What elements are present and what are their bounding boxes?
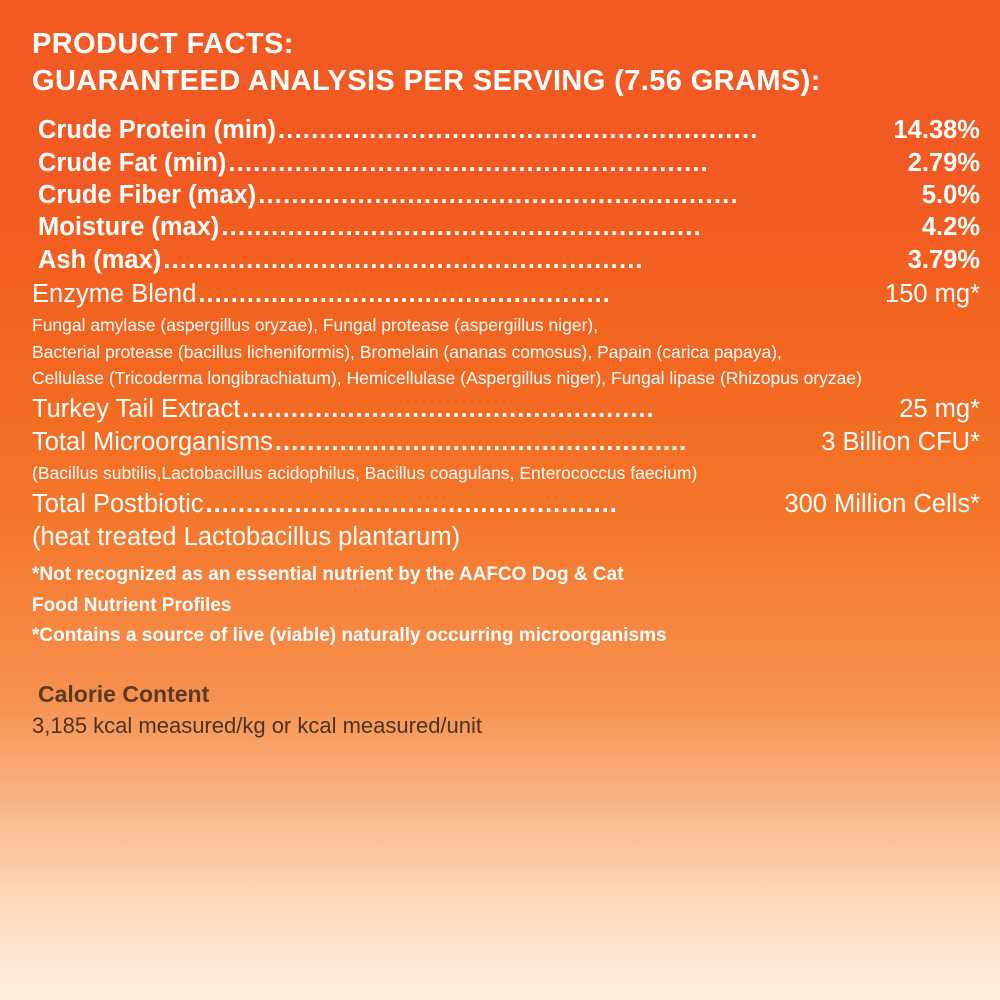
leader-dots: .......................................................... bbox=[228, 148, 709, 177]
footnote-line: Food Nutrient Profiles bbox=[32, 594, 232, 616]
product-facts-title: PRODUCT FACTS: bbox=[32, 28, 294, 60]
footnotes bbox=[32, 560, 980, 651]
leader-dots: .......................................................... bbox=[163, 245, 644, 274]
nutrient-value: 14.38% bbox=[893, 116, 980, 145]
ingredient-label: Total Postbiotic bbox=[32, 489, 204, 518]
ingredient-label: Total Microorganisms bbox=[32, 428, 273, 457]
ingredient-label: Enzyme Blend bbox=[32, 280, 197, 309]
nutrient-label: Crude Fiber (max) bbox=[38, 180, 257, 209]
guaranteed-analysis-title: GUARANTEED ANALYSIS PER SERVING (7.56 GRAMS): bbox=[32, 65, 821, 98]
nutrient-value: 4.2% bbox=[921, 213, 980, 242]
leader-dots: .......................................................... bbox=[221, 213, 702, 242]
ingredient-value: 25 mg* bbox=[899, 395, 980, 424]
table-row bbox=[38, 211, 980, 243]
ingredient-value: 3 Billion CFU* bbox=[821, 428, 980, 457]
table-row bbox=[38, 244, 980, 276]
leader-dots: ................................................... bbox=[274, 428, 688, 457]
table-row bbox=[38, 114, 980, 146]
nutrient-value: 3.79% bbox=[907, 245, 980, 274]
table-row-enzyme-blend bbox=[32, 278, 980, 311]
leader-dots: .......................................................... bbox=[278, 116, 759, 145]
ingredient-value: 300 Million Cells* bbox=[784, 489, 980, 518]
enzyme-details bbox=[32, 312, 980, 392]
nutrient-value: 2.79% bbox=[907, 148, 980, 177]
leader-dots: .......................................................... bbox=[258, 180, 739, 209]
ingredient-label: Turkey Tail Extract bbox=[32, 395, 241, 424]
microorganism-details: (Bacillus subtilis,Lactobacillus acidophilus, Bacillus coagulans, Enterococcus faecium) bbox=[32, 463, 698, 484]
enzyme-details-line: Bacterial protease (bacillus licheniformis), Bromelain (ananas comosus), Papain (carica papaya), bbox=[32, 341, 782, 362]
nutrient-label: Crude Protein (min) bbox=[38, 116, 277, 145]
leader-dots: ................................................... bbox=[205, 489, 618, 518]
nutrient-label: Crude Fat (min) bbox=[38, 148, 227, 177]
nutrient-label: Moisture (max) bbox=[38, 213, 220, 242]
leader-dots: ................................................... bbox=[242, 395, 655, 424]
table-row bbox=[38, 179, 980, 211]
footnote-line: *Not recognized as an essential nutrient by the AAFCO Dog & Cat bbox=[32, 564, 624, 586]
nutrient-value: 5.0% bbox=[921, 180, 980, 209]
calorie-content-title: Calorie Content bbox=[38, 681, 210, 708]
postbiotic-details: (heat treated Lactobacillus plantarum) bbox=[32, 523, 461, 552]
calorie-content-text: 3,185 kcal measured/kg or kcal measured/unit bbox=[32, 713, 483, 739]
ingredient-value: 150 mg* bbox=[885, 280, 980, 309]
nutrient-label: Ash (max) bbox=[38, 245, 162, 274]
footnote-line: *Contains a source of live (viable) naturally occurring microorganisms bbox=[32, 624, 667, 646]
enzyme-details-line: Cellulase (Tricoderma longibrachiatum), Hemicellulase (Aspergillus niger), Fungal lipase (Rhizopus oryzae) bbox=[32, 368, 862, 389]
guaranteed-analysis-list bbox=[32, 114, 980, 276]
table-row-total-microorganisms bbox=[32, 426, 980, 459]
leader-dots: ................................................... bbox=[198, 280, 611, 309]
enzyme-details-line: Fungal amylase (aspergillus oryzae), Fungal protease (aspergillus niger), bbox=[32, 315, 599, 336]
table-row-total-postbiotic bbox=[32, 488, 980, 521]
table-row-turkey-tail bbox=[32, 393, 980, 426]
table-row bbox=[38, 147, 980, 179]
